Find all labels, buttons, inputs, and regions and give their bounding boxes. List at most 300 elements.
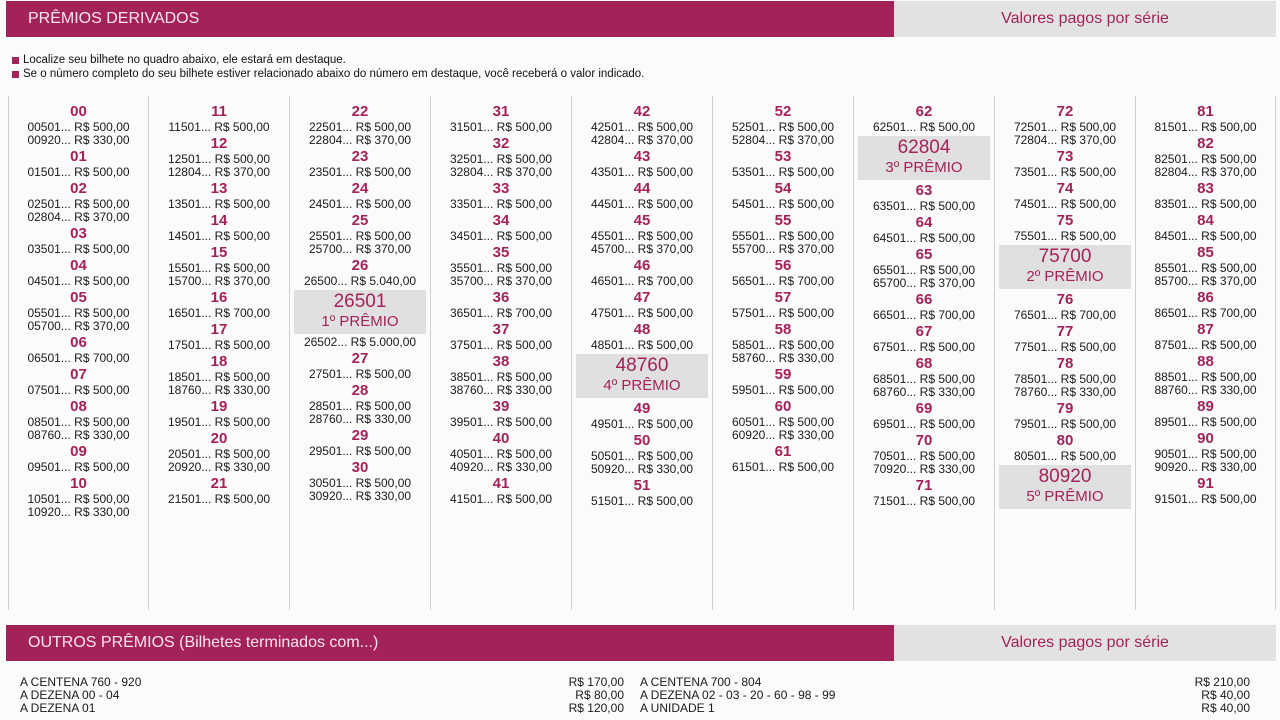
prize-group [572,103,712,147]
prize-group [9,475,148,519]
group-number: 16 [210,289,228,306]
group-number: 64 [915,214,933,231]
highlighted-prize-number: 26501 [333,291,387,312]
group-number: 37 [492,321,510,338]
prize-group [149,289,289,320]
prize-group [995,355,1135,399]
prize-group [713,443,853,474]
prize-entry: 17501... R$ 500,00 [167,338,271,352]
group-number: 91 [1197,475,1214,492]
prize-entry: 72804... R$ 370,00 [1013,133,1117,147]
prize-entry: 26502... R$ 5.000,00 [303,335,417,349]
group-number: 50 [633,432,651,449]
prize-group [1136,135,1275,179]
other-prize-item: A CENTENA 760 - 920 R$ 170,00 [20,675,624,689]
group-number: 30 [351,459,369,476]
prize-entry: 20920... R$ 330,00 [167,460,271,474]
prize-entry: 90501... R$ 500,00 [1154,447,1257,461]
prize-entry: 04501... R$ 500,00 [27,274,130,288]
prize-entry: 03501... R$ 500,00 [27,242,130,256]
prize-group [290,180,430,211]
prize-entry: 55700... R$ 370,00 [731,242,835,256]
prize-column [1136,96,1276,610]
prize-entry: 12501... R$ 500,00 [167,152,271,166]
prize-group [431,430,571,474]
highlighted-prize-number: 48760 [615,355,669,376]
prize-entry: 68501... R$ 500,00 [872,372,976,386]
group-number: 57 [774,289,792,306]
prize-group [572,477,712,508]
highlighted-prize-number: 62804 [897,137,951,158]
group-number: 25 [351,212,369,229]
prize-entry: 70501... R$ 500,00 [872,449,976,463]
prize-entry: 65501... R$ 500,00 [872,263,976,277]
group-number: 86 [1197,289,1214,306]
prize-group [572,180,712,211]
group-number: 00 [70,103,87,120]
prize-entry: 63501... R$ 500,00 [872,199,976,213]
prize-group [431,321,571,352]
prize-entry: 11501... R$ 500,00 [168,120,270,134]
prize-group [572,400,712,431]
prize-group [9,443,148,474]
prize-group [713,398,853,442]
group-number: 62 [915,103,933,120]
prize-entry: 58501... R$ 500,00 [731,338,835,352]
group-number: 10 [70,475,87,492]
prize-entry: 07501... R$ 500,00 [27,383,130,397]
prize-entry: 31501... R$ 500,00 [449,120,553,134]
prize-entry: 41501... R$ 500,00 [449,492,553,506]
group-number: 53 [774,148,792,165]
prize-group [995,432,1135,463]
group-number: 49 [633,400,651,417]
group-number: 27 [351,350,369,367]
prize-group [572,432,712,476]
prize-group [149,398,289,429]
prize-entry: 45700... R$ 370,00 [590,242,694,256]
group-number: 90 [1197,430,1214,447]
group-number: 48 [633,321,651,338]
prize-entry: 42804... R$ 370,00 [590,133,694,147]
prize-group [431,398,571,429]
prize-entry: 12804... R$ 370,00 [167,165,271,179]
prize-entry: 06501... R$ 700,00 [27,351,130,365]
prize-entry: 22804... R$ 370,00 [308,133,412,147]
prize-entry: 08501... R$ 500,00 [27,415,130,429]
group-number: 02 [70,180,87,197]
group-number: 18 [210,353,228,370]
prize-entry: 87501... R$ 500,00 [1154,338,1257,352]
highlighted-prize-label: 2º PRÊMIO [1026,268,1104,285]
prize-group [9,180,148,224]
prize-group [290,103,430,147]
prize-group [713,257,853,288]
group-number: 33 [492,180,510,197]
prize-entry: 02501... R$ 500,00 [27,197,130,211]
prize-entry: 43501... R$ 500,00 [590,165,694,179]
prize-entry: 25501... R$ 500,00 [308,229,412,243]
prize-entry: 38760... R$ 330,00 [449,383,553,397]
group-number: 45 [633,212,651,229]
prize-entry: 36501... R$ 700,00 [449,306,553,320]
prize-entry: 82501... R$ 500,00 [1154,152,1257,166]
prize-entry: 77501... R$ 500,00 [1013,340,1117,354]
highlighted-prize-label: 4º PRÊMIO [603,377,681,394]
prize-group [290,148,430,179]
highlighted-prize [999,465,1131,509]
prize-entry: 15501... R$ 500,00 [167,261,271,275]
prize-group [9,148,148,179]
prize-group [995,400,1135,431]
derived-prizes-title: PRÊMIOS DERIVADOS [6,1,894,37]
prize-entry: 01501... R$ 500,00 [27,165,130,179]
group-number: 85 [1197,244,1214,261]
group-number: 70 [915,432,933,449]
group-number: 23 [351,148,369,165]
prize-group [995,291,1135,322]
prize-group [290,427,430,458]
prize-group [572,321,712,352]
highlighted-prize-label: 1º PRÊMIO [321,313,399,330]
prize-entry: 83501... R$ 500,00 [1154,197,1257,211]
prize-group [290,459,430,503]
prize-entry: 08760... R$ 330,00 [27,428,130,442]
prize-entry: 52804... R$ 370,00 [731,133,835,147]
prize-group [1136,289,1275,320]
prize-group [572,257,712,288]
group-number: 58 [774,321,792,338]
group-number: 59 [774,366,792,383]
prize-group [9,398,148,442]
group-number: 66 [915,291,933,308]
prize-group [1136,321,1275,352]
prize-entry: 60501... R$ 500,00 [731,415,835,429]
group-number: 22 [351,103,369,120]
prize-entry: 46501... R$ 700,00 [590,274,694,288]
prize-entry: 50501... R$ 500,00 [590,449,694,463]
prize-group [1136,244,1275,288]
prize-group [572,212,712,256]
prize-group [995,148,1135,179]
prize-column [290,96,431,610]
prize-entry: 44501... R$ 500,00 [590,197,694,211]
prize-group [854,291,994,322]
prize-entry: 19501... R$ 500,00 [167,415,271,429]
prize-entry: 76501... R$ 700,00 [1013,308,1117,322]
prize-group [290,212,430,256]
group-number: 01 [70,148,87,165]
other-prize-item: A DEZENA 01 R$ 120,00 [20,701,624,715]
prize-entry: 09501... R$ 500,00 [27,460,130,474]
prize-entry: 73501... R$ 500,00 [1013,165,1117,179]
prize-entry: 89501... R$ 500,00 [1154,415,1257,429]
prize-group [854,400,994,431]
prize-entry: 91501... R$ 500,00 [1154,492,1257,506]
other-prize-item: A DEZENA 00 - 04 R$ 80,00 [20,688,624,702]
prize-entry: 85501... R$ 500,00 [1154,261,1257,275]
values-per-series-label: Valores pagos por série [894,625,1276,661]
prize-entry: 13501... R$ 500,00 [167,197,271,211]
prize-group [149,244,289,288]
group-number: 41 [492,475,510,492]
prize-group [1136,353,1275,397]
group-number: 44 [633,180,651,197]
prize-entry: 75501... R$ 500,00 [1013,229,1117,243]
group-number: 56 [774,257,792,274]
prize-entry: 16501... R$ 700,00 [167,306,271,320]
group-number: 88 [1197,353,1214,370]
prize-group [9,225,148,256]
highlighted-prize-label: 5º PRÊMIO [1026,488,1104,505]
prize-entry: 82804... R$ 370,00 [1154,165,1257,179]
prize-column [8,96,149,610]
prize-entry: 78501... R$ 500,00 [1013,372,1117,386]
prize-group [854,323,994,354]
highlighted-prize-number: 75700 [1038,246,1092,267]
prize-entry: 72501... R$ 500,00 [1013,120,1117,134]
prize-group [149,180,289,211]
derived-prizes-grid [8,96,1276,610]
prize-entry: 28760... R$ 330,00 [308,412,412,426]
group-number: 31 [492,103,510,120]
prize-group [1136,103,1275,134]
prize-entry: 05700... R$ 370,00 [27,319,130,333]
prize-entry: 18501... R$ 500,00 [167,370,271,384]
group-number: 17 [210,321,228,338]
prize-entry: 61501... R$ 500,00 [731,460,835,474]
prize-entry: 60920... R$ 330,00 [731,428,835,442]
prize-group [431,180,571,211]
prize-entry: 67501... R$ 500,00 [872,340,976,354]
prize-group [995,180,1135,211]
values-per-series-label: Valores pagos por série [894,1,1276,37]
prize-entry: 70920... R$ 330,00 [872,462,976,476]
prize-group [9,334,148,365]
prize-entry: 14501... R$ 500,00 [167,229,271,243]
group-number: 79 [1056,400,1074,417]
prize-entry: 45501... R$ 500,00 [590,229,694,243]
group-number: 72 [1056,103,1074,120]
prize-entry: 02804... R$ 370,00 [27,210,130,224]
prize-entry: 84501... R$ 500,00 [1154,229,1257,243]
prize-entry: 23501... R$ 500,00 [308,165,412,179]
prize-entry: 21501... R$ 500,00 [167,492,271,506]
prize-group [431,103,571,134]
group-number: 74 [1056,180,1074,197]
prize-group [995,323,1135,354]
group-number: 47 [633,289,651,306]
prize-entry: 74501... R$ 500,00 [1013,197,1117,211]
prize-group [149,353,289,397]
prize-entry: 69501... R$ 500,00 [872,417,976,431]
highlighted-prize [999,245,1131,289]
prize-group [854,246,994,290]
group-number: 09 [70,443,87,460]
prize-entry: 38501... R$ 500,00 [449,370,553,384]
prize-entry: 37501... R$ 500,00 [449,338,553,352]
prize-entry: 55501... R$ 500,00 [731,229,835,243]
group-number: 08 [70,398,87,415]
prize-group [9,103,148,147]
prize-entry: 42501... R$ 500,00 [590,120,694,134]
group-number: 61 [774,443,792,460]
prize-entry: 34501... R$ 500,00 [449,229,553,243]
prize-entry: 64501... R$ 500,00 [872,231,976,245]
prize-group [1136,430,1275,474]
group-number: 05 [70,289,87,306]
group-number: 63 [915,182,933,199]
group-number: 67 [915,323,933,340]
other-prizes-header [6,625,1276,661]
group-number: 76 [1056,291,1074,308]
prize-entry: 15700... R$ 370,00 [167,274,271,288]
prize-group [9,289,148,333]
prize-entry: 32804... R$ 370,00 [449,165,553,179]
group-number: 34 [492,212,510,229]
prize-group [995,103,1135,147]
prize-group [713,366,853,397]
prize-group [290,350,430,381]
prize-entry: 62501... R$ 500,00 [872,120,976,134]
group-number: 38 [492,353,510,370]
prize-entry: 54501... R$ 500,00 [731,197,835,211]
other-prizes-row [20,702,1260,715]
group-number: 12 [210,135,228,152]
group-number: 83 [1197,180,1214,197]
prize-entry: 88501... R$ 500,00 [1154,370,1257,384]
prize-group [431,244,571,288]
group-number: 42 [633,103,651,120]
prize-group [431,135,571,179]
prize-entry: 57501... R$ 500,00 [731,306,835,320]
highlighted-prize-label: 3º PRÊMIO [885,159,963,176]
prize-group [9,257,148,288]
group-number: 13 [210,180,228,197]
prize-entry: 00501... R$ 500,00 [27,120,130,134]
group-number: 82 [1197,135,1214,152]
group-number: 21 [210,475,228,492]
prize-column [995,96,1136,610]
prize-entry: 22501... R$ 500,00 [308,120,412,134]
prize-entry: 79501... R$ 500,00 [1013,417,1117,431]
other-prize-item: A UNIDADE 1 R$ 40,00 [640,701,1250,715]
prize-column [431,96,572,610]
prize-group [713,212,853,256]
group-number: 77 [1056,323,1074,340]
group-number: 04 [70,257,87,274]
prize-entry: 58760... R$ 330,00 [731,351,835,365]
prize-entry: 53501... R$ 500,00 [731,165,835,179]
prize-column [572,96,713,610]
prize-group [149,103,289,134]
prize-entry: 40501... R$ 500,00 [449,447,553,461]
prize-column [713,96,854,610]
group-number: 73 [1056,148,1074,165]
prize-group [1136,398,1275,429]
prize-group [149,321,289,352]
prize-group [572,148,712,179]
other-prizes-title: OUTROS PRÊMIOS (Bilhetes terminados com...) [6,625,894,661]
group-number: 36 [492,289,510,306]
prize-group [854,182,994,213]
prize-group [1136,475,1275,506]
prize-entry: 71501... R$ 500,00 [872,494,976,508]
group-number: 65 [915,246,933,263]
prize-entry: 27501... R$ 500,00 [308,367,412,381]
prize-entry: 30920... R$ 330,00 [308,489,412,503]
prize-group [149,212,289,243]
prize-group [149,475,289,506]
prize-entry: 85700... R$ 370,00 [1154,274,1257,288]
group-number: 68 [915,355,933,372]
prize-group [431,289,571,320]
prize-group [431,353,571,397]
group-number: 15 [210,244,228,261]
group-number: 06 [70,334,87,351]
prize-group [149,430,289,474]
prize-entry: 86501... R$ 700,00 [1154,306,1257,320]
prize-entry: 88760... R$ 330,00 [1154,383,1257,397]
prize-entry: 20501... R$ 500,00 [167,447,271,461]
prize-entry: 52501... R$ 500,00 [731,120,835,134]
prize-group [1136,212,1275,243]
group-number: 29 [351,427,369,444]
square-bullet-icon [12,71,19,78]
prize-column [149,96,290,610]
group-number: 60 [774,398,792,415]
prize-entry: 28501... R$ 500,00 [308,399,412,413]
group-number: 75 [1056,212,1074,229]
highlighted-prize-number: 80920 [1038,466,1092,487]
derived-prizes-header [6,1,1276,37]
prize-entry: 24501... R$ 500,00 [308,197,412,211]
prize-entry: 78760... R$ 330,00 [1013,385,1117,399]
prize-entry: 35501... R$ 500,00 [449,261,553,275]
prize-entry: 47501... R$ 500,00 [590,306,694,320]
prize-entry: 59501... R$ 500,00 [731,383,835,397]
other-prize-item: A CENTENA 700 - 804 R$ 210,00 [640,675,1250,689]
prize-entry: 32501... R$ 500,00 [449,152,553,166]
prize-group [290,382,430,426]
group-number: 46 [633,257,651,274]
group-number: 07 [70,366,87,383]
group-number: 84 [1197,212,1214,229]
group-number: 24 [351,180,369,197]
prize-group [572,289,712,320]
prize-entry: 25700... R$ 370,00 [308,242,412,256]
instruction-note: Localize seu bilhete no quadro abaixo, ele estará em destaque. [12,53,644,67]
prize-entry: 35700... R$ 370,00 [449,274,553,288]
instruction-note: Se o número completo do seu bilhete estiver relacionado abaixo do número em destaque, você receberá o valor indicado. [12,67,644,81]
prize-entry: 33501... R$ 500,00 [449,197,553,211]
prize-entry: 50920... R$ 330,00 [590,462,694,476]
prize-group [854,355,994,399]
highlighted-prize [294,290,426,334]
prize-group [290,257,430,288]
prize-entry: 29501... R$ 500,00 [308,444,412,458]
group-number: 32 [492,135,510,152]
other-prizes-table [20,676,1260,715]
group-number: 11 [211,103,227,120]
group-number: 26 [351,257,369,274]
prize-entry: 65700... R$ 370,00 [872,276,976,290]
prize-group [713,321,853,365]
prize-entry: 26500... R$ 5.040,00 [303,274,417,288]
prize-group [713,180,853,211]
prize-entry: 90920... R$ 330,00 [1154,460,1257,474]
group-number: 39 [492,398,510,415]
